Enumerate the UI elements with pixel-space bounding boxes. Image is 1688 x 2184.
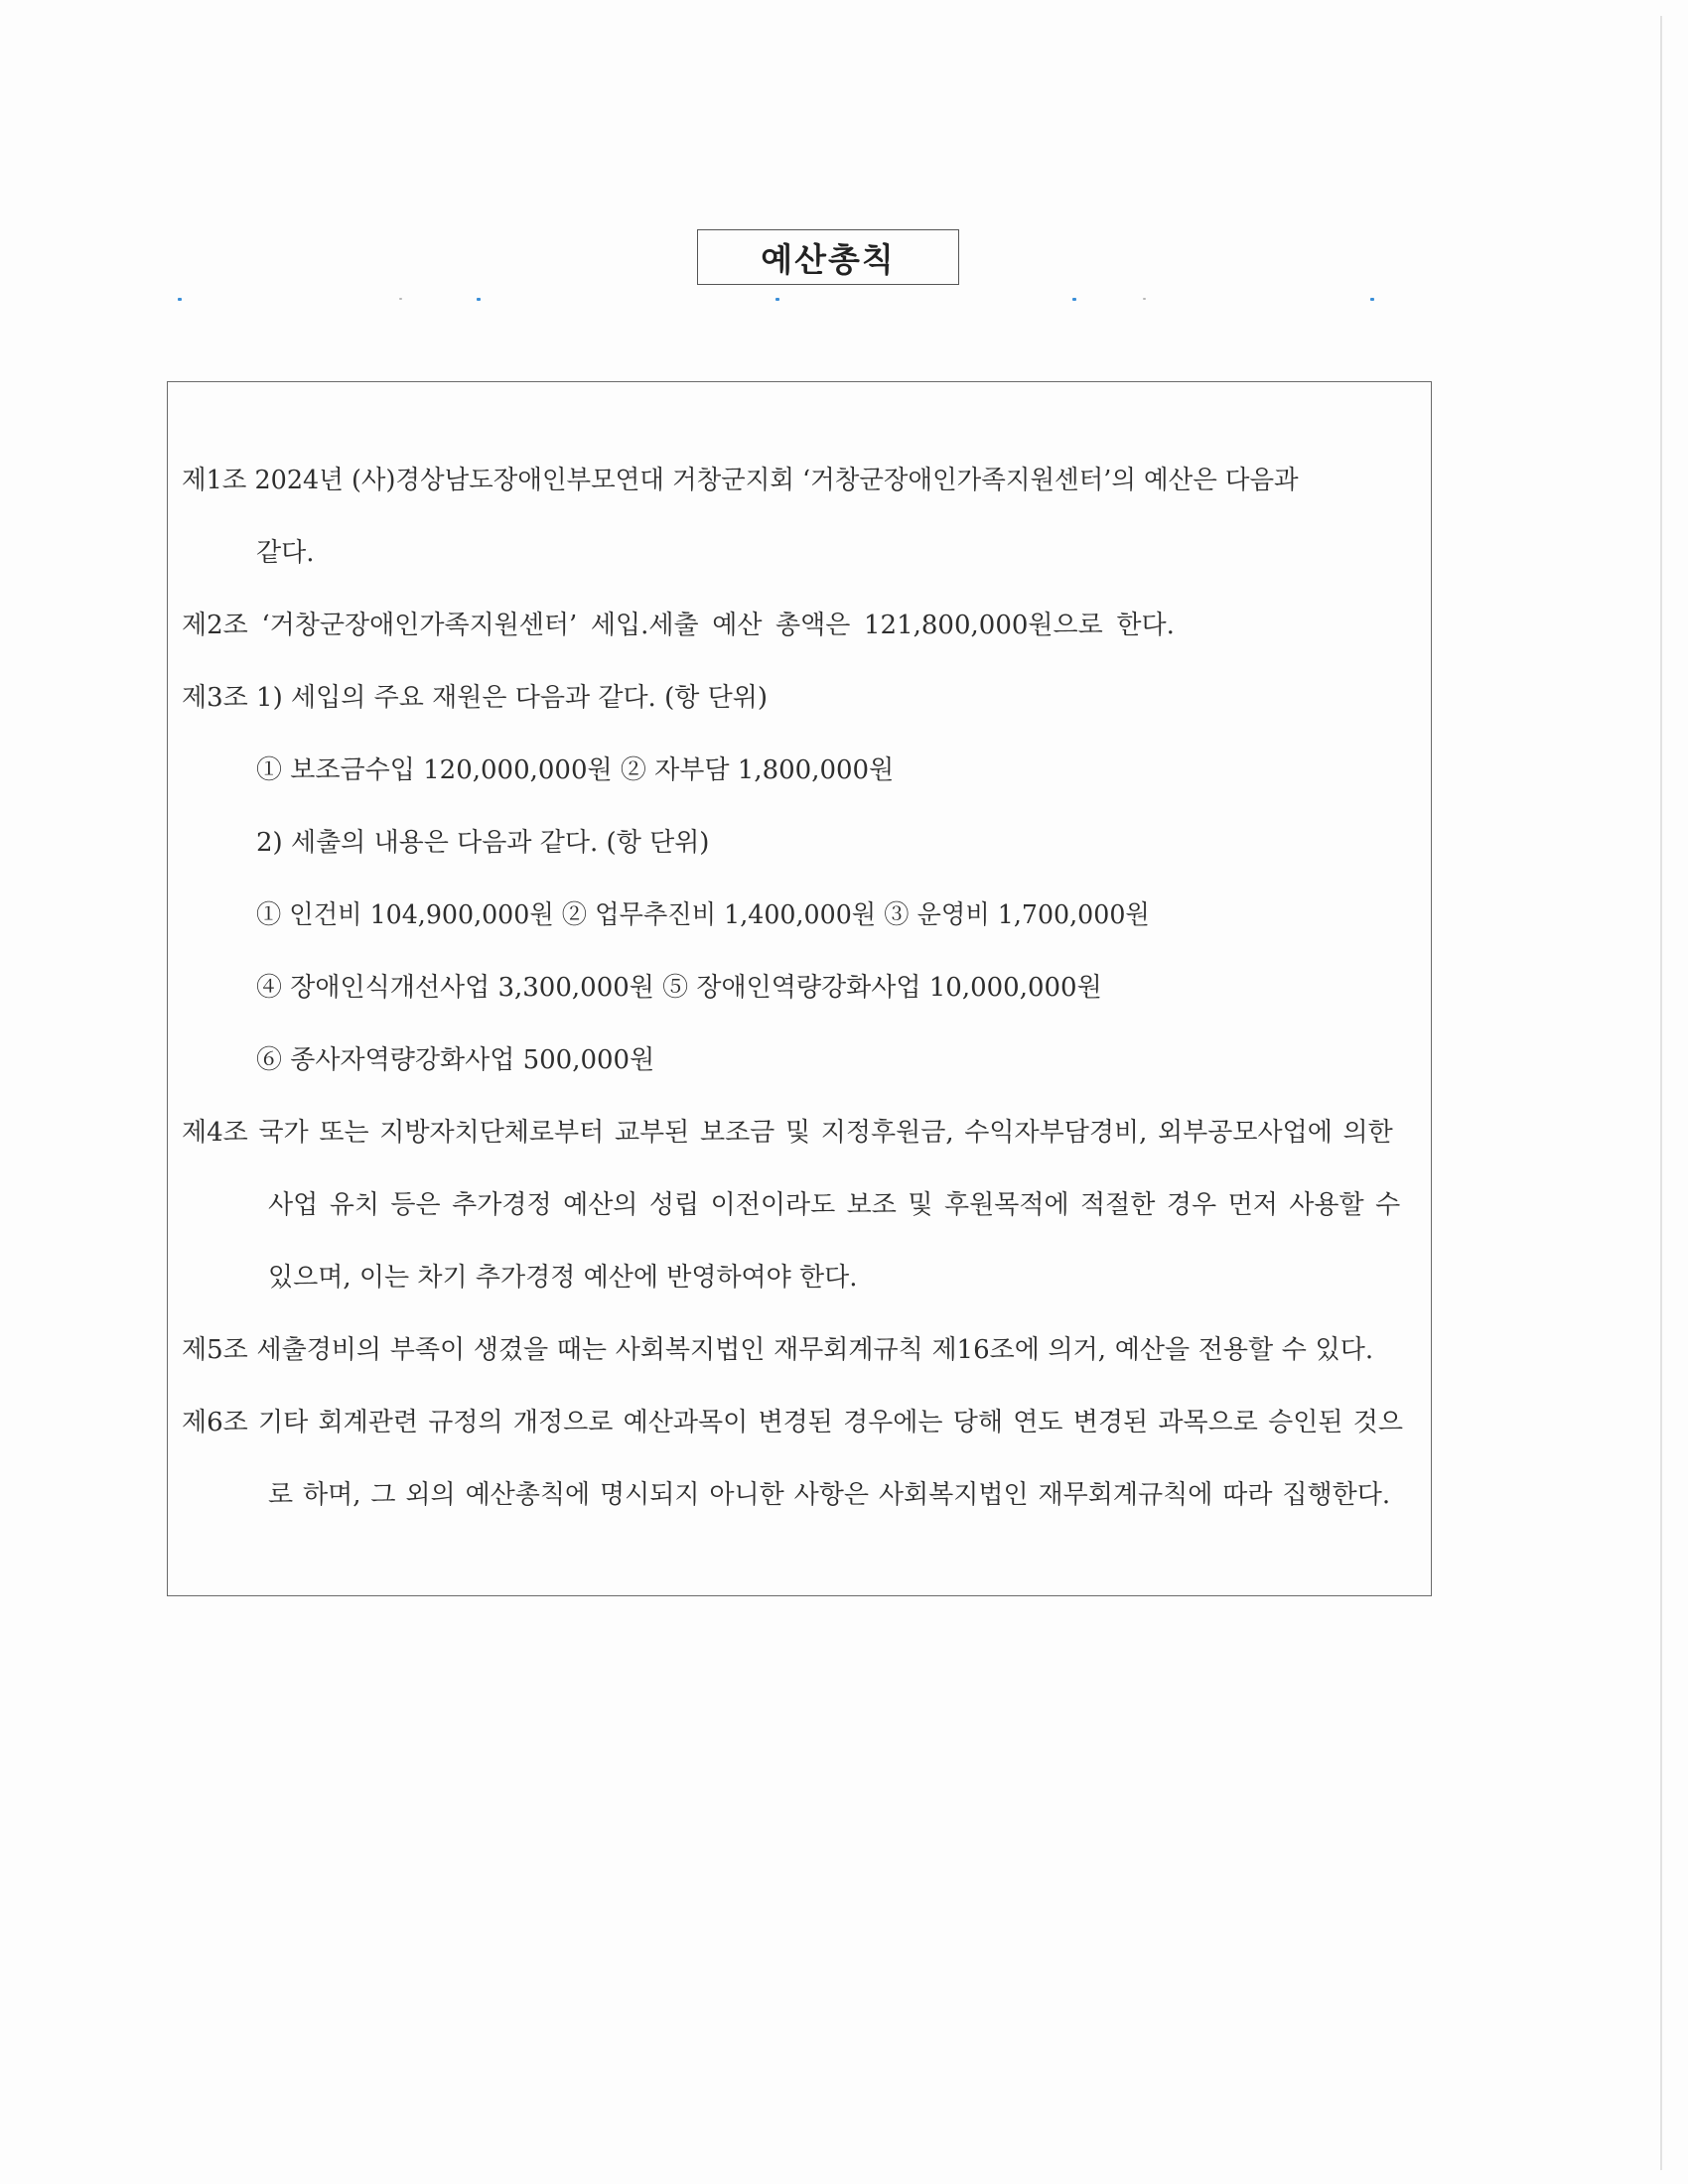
document-title-text: 예산총칙 [761,239,896,279]
article-1-line-2: 같다. [256,538,315,568]
article-3-line-1: 제3조 1) 세입의 주요 재원은 다음과 같다. (항 단위) [182,683,768,713]
article-4-line-3: 있으며, 이는 차기 추가경정 예산에 반영하여야 한다. [268,1263,858,1293]
article-6-line-1: 제6조 기타 회계관련 규정의 개정으로 예산과목이 변경된 경우에는 당해 연도 변경된 과목으로 승인된 것으 [182,1408,1403,1437]
article-5-line-1: 제5조 세출경비의 부족이 생겼을 때는 사회복지법인 재무회계규칙 제16조에 의거, 예산을 전용할 수 있다. [182,1335,1374,1365]
article-1-line-1: 제1조 2024년 (사)경상남도장애인부모연대 거창군지회 ‘거창군장애인가족지원센터’의 예산은 다음과 [182,466,1299,495]
article-6-line-2: 로 하며, 그 외의 예산총칙에 명시되지 아니한 사항은 사회복지법인 재무회계규칙에 따라 집행한다. [268,1480,1391,1510]
article-3-line-2: ① 보조금수입 120,000,000원 ② 자부담 1,800,000원 [256,755,895,785]
scan-dot [1072,298,1076,301]
article-3-line-6: ⑥ 종사자역량강화사업 500,000원 [256,1045,655,1075]
scan-dot [178,298,182,301]
article-3-line-3: 2) 세출의 내용은 다음과 같다. (항 단위) [256,828,710,858]
article-3-line-4: ① 인건비 104,900,000원 ② 업무추진비 1,400,000원 ③ 운영비 1,700,000원 [256,900,1150,930]
scan-dot [477,298,481,301]
scan-dot [399,298,402,300]
scan-dot [1143,298,1146,300]
scan-dot [1370,298,1374,301]
scan-dot [775,298,779,301]
document-title [697,229,959,285]
page-edge-shadow [1660,16,1662,2170]
article-3-line-5: ④ 장애인식개선사업 3,300,000원 ⑤ 장애인역량강화사업 10,000,000원 [256,973,1102,1003]
article-4-line-1: 제4조 국가 또는 지방자치단체로부터 교부된 보조금 및 지정후원금, 수익자부담경비, 외부공모사업에 의한 [182,1118,1393,1148]
article-4-line-2: 사업 유치 등은 추가경정 예산의 성립 이전이라도 보조 및 후원목적에 적절한 경우 먼저 사용할 수 [268,1190,1401,1220]
article-2-line-1: 제2조 ‘거창군장애인가족지원센터’ 세입.세출 예산 총액은 121,800,000원으로 한다. [182,611,1175,640]
